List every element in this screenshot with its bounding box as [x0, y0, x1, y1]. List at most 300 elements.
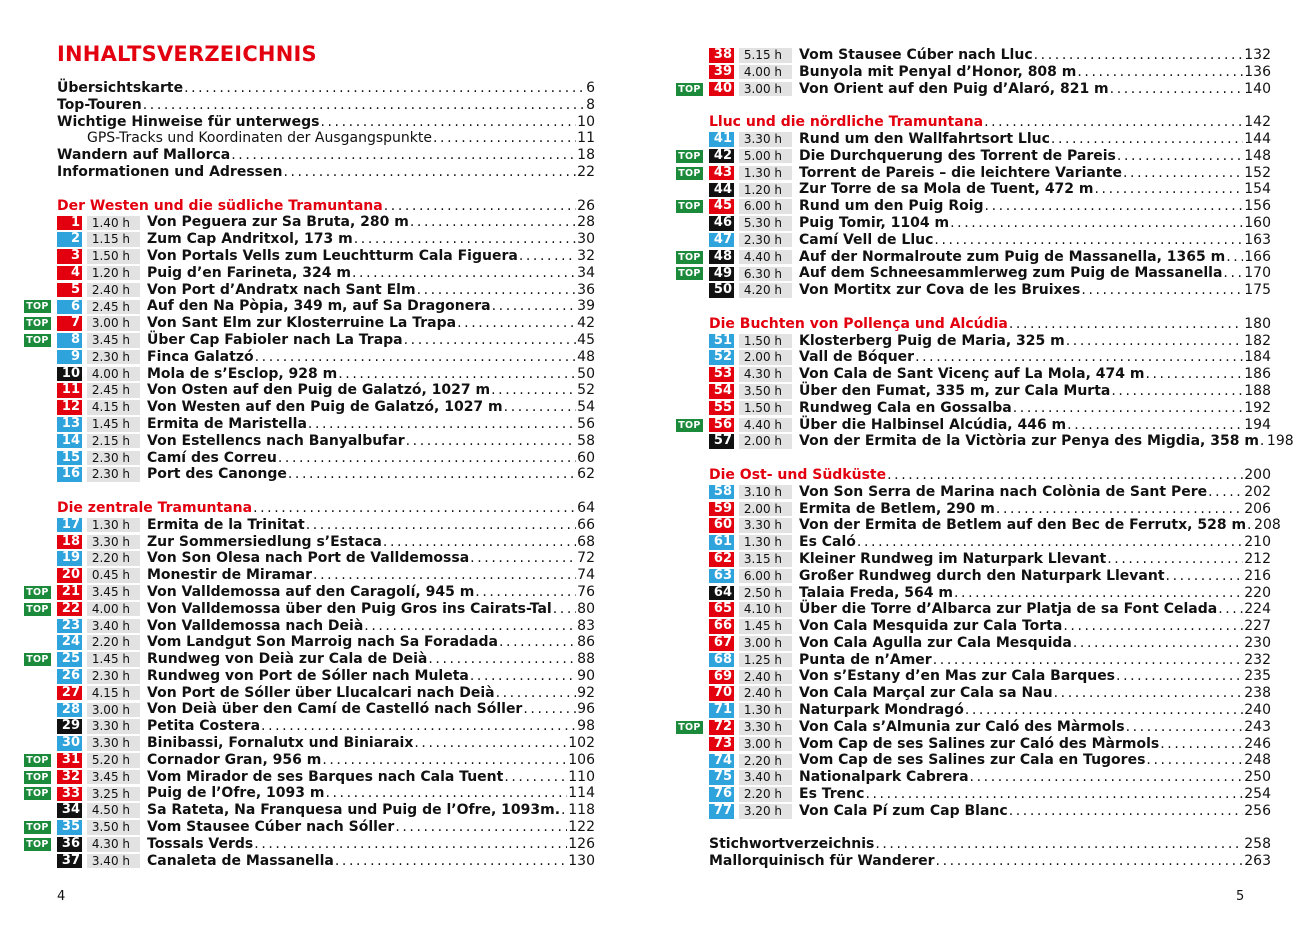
- leader-dots: [1260, 433, 1266, 450]
- tour-entry[interactable]: [709, 349, 1271, 366]
- leader-dots: [996, 501, 1243, 518]
- tour-page: 42: [577, 315, 595, 332]
- tour-entry[interactable]: [57, 701, 595, 718]
- top-badge: TOP: [24, 787, 51, 800]
- tour-number: 70: [709, 686, 734, 701]
- tour-entry[interactable]: [26, 583, 595, 601]
- tour-number: 13: [57, 417, 82, 432]
- tour-duration: 4.00 h: [739, 65, 792, 80]
- tour-page: 72: [577, 550, 595, 567]
- tour-entry[interactable]: [709, 668, 1271, 685]
- tour-title: Auf den Na Pòpia, 349 m, auf Sa Dragonera: [147, 298, 491, 315]
- tour-title: Zur Torre de sa Mola de Tuent, 472 m: [799, 181, 1094, 198]
- tour-number: 18: [57, 535, 82, 550]
- tour-number: 52: [709, 350, 734, 365]
- tour-title: Von Cala Marçal zur Cala sa Nau: [799, 685, 1053, 702]
- tour-title: Kleiner Rundweg im Naturpark Llevant: [799, 550, 1107, 567]
- section-heading[interactable]: [709, 316, 1271, 333]
- tour-number: 7: [57, 316, 82, 331]
- tour-title: Von Port d’Andratx nach Sant Elm: [147, 281, 416, 298]
- leader-dots: [970, 769, 1244, 786]
- tour-title: Von Orient auf den Puig d’Alaró, 821 m: [799, 80, 1109, 97]
- tour-number: 42: [709, 149, 734, 164]
- leader-dots: [288, 466, 576, 483]
- tour-entry[interactable]: [26, 768, 595, 786]
- tour-entry[interactable]: [57, 433, 595, 450]
- leader-dots: [1208, 484, 1243, 501]
- tour-entry[interactable]: [26, 331, 595, 349]
- tour-number: 58: [709, 485, 734, 500]
- tour-duration: 2.50 h: [739, 586, 792, 601]
- tour-entry[interactable]: [57, 550, 595, 567]
- entry-title: Top-Touren: [57, 96, 142, 113]
- tour-title: Rundweg von Deià zur Cala de Deià: [147, 651, 428, 668]
- tour-duration: 2.20 h: [87, 551, 140, 566]
- leader-dots: [1009, 803, 1244, 820]
- tour-duration: 4.40 h: [739, 250, 792, 265]
- leader-dots: [933, 652, 1244, 669]
- tour-duration: 1.30 h: [739, 535, 792, 550]
- spacer: [709, 450, 1271, 467]
- tour-entry[interactable]: [678, 248, 1271, 266]
- tour-entry[interactable]: [57, 282, 595, 299]
- tour-entry[interactable]: [709, 601, 1271, 618]
- tour-page: 154: [1244, 181, 1271, 198]
- tour-title: Vom Mirador de ses Barques nach Cala Tuent: [147, 768, 504, 785]
- tour-page: 52: [577, 382, 595, 399]
- leader-dots: [410, 214, 576, 231]
- leader-dots: [1009, 316, 1243, 333]
- tour-entry[interactable]: [678, 265, 1271, 282]
- tour-entry[interactable]: [709, 652, 1271, 669]
- tour-number: 66: [709, 619, 734, 634]
- tour-entry[interactable]: [26, 298, 595, 315]
- tour-title: Nationalpark Cabrera: [799, 769, 969, 786]
- tour-entry[interactable]: [57, 214, 595, 231]
- tour-title: Von Son Olesa nach Port de Valldemossa: [147, 550, 470, 567]
- tour-entry[interactable]: [709, 786, 1271, 803]
- tour-title: Von der Ermita de Betlem auf den Bec de Ferrutx, 528 m: [799, 517, 1247, 534]
- leader-dots: [1066, 333, 1244, 350]
- leader-dots: [143, 97, 585, 114]
- tour-title: Ermita de Maristella: [147, 415, 307, 432]
- tour-title: Puig de l’Ofre, 1093 m: [147, 785, 325, 802]
- tour-number: 23: [57, 619, 82, 634]
- tour-page: 144: [1244, 130, 1271, 147]
- tour-entry[interactable]: [709, 685, 1271, 702]
- tour-number: 17: [57, 518, 82, 533]
- entry-title: Stichwortverzeichnis: [709, 836, 875, 853]
- tour-page: 170: [1244, 265, 1271, 282]
- tour-entry[interactable]: [57, 735, 595, 752]
- tour-entry[interactable]: [57, 399, 595, 416]
- tour-title: Tossals Verds: [147, 835, 254, 852]
- tour-entry[interactable]: [57, 668, 595, 685]
- tour-page: 250: [1244, 769, 1271, 786]
- tour-page: 39: [577, 298, 595, 315]
- tour-title: Es Caló: [799, 534, 856, 551]
- leader-dots: [417, 282, 577, 299]
- tour-page: 248: [1244, 752, 1271, 769]
- toc-entry[interactable]: [709, 836, 1271, 853]
- tour-duration: 3.40 h: [87, 619, 140, 634]
- tour-entry[interactable]: [709, 534, 1271, 551]
- tour-number: 50: [709, 283, 734, 298]
- tour-title: Von Sant Elm zur Klosterruine La Trapa: [147, 315, 457, 332]
- tour-entry[interactable]: [678, 147, 1271, 165]
- tour-duration: 2.00 h: [739, 350, 792, 365]
- leader-dots: [954, 585, 1243, 602]
- leader-dots: [352, 265, 576, 282]
- tour-entry[interactable]: [26, 600, 595, 618]
- tour-entry[interactable]: [709, 282, 1271, 299]
- tour-entry[interactable]: [709, 568, 1271, 585]
- leader-dots: [965, 702, 1243, 719]
- tour-page: 48: [577, 348, 595, 365]
- tour-title: Zum Cap Andritxol, 173 m: [147, 231, 353, 248]
- tour-entry[interactable]: [709, 181, 1271, 198]
- top-badge: TOP: [24, 771, 51, 784]
- tour-duration: 1.30 h: [87, 518, 140, 533]
- tour-entry[interactable]: [678, 198, 1271, 215]
- entry-page: 22: [577, 163, 595, 180]
- tour-number: 11: [57, 383, 82, 398]
- tour-number: 56: [709, 418, 734, 433]
- leader-dots: [406, 433, 577, 450]
- tour-number: 28: [57, 703, 82, 718]
- tour-entry[interactable]: [57, 248, 595, 265]
- tour-number: 76: [709, 787, 734, 802]
- tour-entry[interactable]: [57, 517, 595, 534]
- toc-entry[interactable]: [57, 80, 595, 97]
- tour-page: 202: [1244, 483, 1271, 500]
- leader-dots: [1226, 249, 1243, 266]
- leader-dots: [254, 836, 567, 853]
- tour-duration: 2.30 h: [87, 467, 140, 482]
- tour-number: 41: [709, 132, 734, 147]
- tour-title: Vall de Bóquer: [799, 349, 915, 366]
- section-page: 180: [1244, 315, 1271, 332]
- tour-number: 44: [709, 183, 734, 198]
- tour-entry[interactable]: [57, 382, 595, 399]
- tour-duration: 3.45 h: [87, 585, 140, 600]
- tour-entry[interactable]: [26, 651, 595, 668]
- tour-entry[interactable]: [709, 366, 1271, 383]
- tour-page: 32: [577, 247, 595, 264]
- tour-entry[interactable]: [57, 534, 595, 551]
- tour-entry[interactable]: [57, 349, 595, 366]
- tour-number: 35: [57, 820, 82, 835]
- tour-entry[interactable]: [57, 853, 595, 870]
- leader-dots: [306, 517, 576, 534]
- section-heading[interactable]: [57, 500, 595, 517]
- tour-number: 63: [709, 569, 734, 584]
- tour-entry[interactable]: [709, 517, 1281, 534]
- tour-page: 66: [577, 516, 595, 533]
- tour-number: 59: [709, 502, 734, 517]
- tour-entry[interactable]: [709, 618, 1271, 635]
- tour-number: 48: [709, 250, 734, 265]
- leader-dots: [504, 769, 567, 786]
- section-heading[interactable]: [709, 114, 1271, 131]
- tour-title: Es Trenc: [799, 786, 865, 803]
- tour-title: Camí Vell de Lluc: [799, 231, 934, 248]
- tour-duration: 2.30 h: [87, 451, 140, 466]
- tour-entry[interactable]: [709, 383, 1271, 400]
- section-title: Die Ost- und Südküste: [709, 466, 887, 483]
- tour-entry[interactable]: [709, 551, 1271, 568]
- tour-title: Vom Stausee Cúber nach Sóller: [147, 819, 395, 836]
- tour-duration: 2.00 h: [739, 434, 792, 449]
- leader-dots: [1218, 601, 1243, 618]
- tour-page: 256: [1244, 802, 1271, 819]
- tour-title: Von Cala Pí zum Cap Blanc: [799, 802, 1008, 819]
- top-badge: TOP: [24, 754, 51, 767]
- left-toc-list: [26, 80, 595, 869]
- leader-dots: [470, 668, 576, 685]
- tour-page: 216: [1244, 567, 1271, 584]
- leader-dots: [1123, 165, 1243, 182]
- tour-duration: 5.30 h: [739, 216, 792, 231]
- tour-duration: 3.00 h: [739, 636, 792, 651]
- leader-dots: [470, 550, 576, 567]
- tour-entry[interactable]: [26, 751, 595, 769]
- entry-page: 263: [1244, 853, 1271, 870]
- tour-number: 40: [709, 82, 734, 97]
- leader-dots: [934, 232, 1243, 249]
- tour-entry[interactable]: [709, 131, 1271, 148]
- tour-number: 49: [709, 267, 734, 282]
- tour-entry[interactable]: [709, 702, 1271, 719]
- leader-dots: [475, 584, 576, 601]
- tour-page: 238: [1244, 685, 1271, 702]
- leader-dots: [354, 231, 576, 248]
- tour-duration: 3.00 h: [87, 316, 140, 331]
- tour-duration: 3.00 h: [87, 703, 140, 718]
- leader-dots: [325, 785, 567, 802]
- tour-duration: 4.30 h: [87, 837, 140, 852]
- tour-number: 12: [57, 400, 82, 415]
- tour-entry[interactable]: [678, 164, 1271, 182]
- tour-duration: 3.45 h: [87, 333, 140, 348]
- tour-entry[interactable]: [709, 484, 1271, 501]
- toc-entry[interactable]: [709, 853, 1271, 870]
- leader-dots: [457, 315, 576, 332]
- tour-duration: 5.20 h: [87, 753, 140, 768]
- tour-title: Von Valldemossa über den Puig Gros ins Cairats-Tal: [147, 600, 552, 617]
- tour-title: Ermita de Betlem, 290 m: [799, 500, 995, 517]
- section-page: 200: [1244, 466, 1271, 483]
- entry-title: Wichtige Hinweise für unterwegs: [57, 113, 320, 130]
- tour-page: 230: [1244, 634, 1271, 651]
- tour-title: Auf der Normalroute zum Puig de Massanella, 1365 m: [799, 248, 1226, 265]
- entry-title: Wandern auf Mallorca: [57, 147, 231, 164]
- tour-title: Von Port de Sóller über Llucalcari nach Deià: [147, 684, 495, 701]
- tour-duration: 1.45 h: [87, 417, 140, 432]
- tour-page: 76: [577, 583, 595, 600]
- tour-title: Binibassi, Fornalutx und Biniaraix: [147, 735, 414, 752]
- tour-entry[interactable]: [709, 215, 1271, 232]
- tour-entry[interactable]: [709, 769, 1271, 786]
- tour-entry[interactable]: [57, 718, 595, 735]
- tour-entry[interactable]: [709, 232, 1271, 249]
- tour-number: 9: [57, 350, 82, 365]
- tour-duration: 2.30 h: [739, 233, 792, 248]
- entry-title: Mallorquinisch für Wanderer: [709, 853, 935, 870]
- tour-title: Puig d’en Farineta, 324 m: [147, 264, 351, 281]
- tour-page: 163: [1244, 231, 1271, 248]
- tour-page: 182: [1244, 332, 1271, 349]
- tour-title: Von Valldemossa auf den Caragolí, 945 m: [147, 583, 475, 600]
- leader-dots: [384, 198, 576, 215]
- leader-dots: [553, 601, 576, 618]
- tour-entry[interactable]: [57, 634, 595, 651]
- tour-entry[interactable]: [57, 450, 595, 467]
- leader-dots: [496, 685, 577, 702]
- entry-page: 8: [586, 96, 595, 113]
- tour-number: 15: [57, 451, 82, 466]
- tour-duration: 4.50 h: [87, 803, 140, 818]
- tour-entry[interactable]: [57, 416, 595, 433]
- tour-number: 45: [709, 199, 734, 214]
- tour-title: Sa Rateta, Na Franquesa und Puig de l’Ofre, 1093m.: [147, 802, 561, 819]
- tour-title: Von s’Estany d’en Mas zur Cala Barques: [799, 668, 1116, 685]
- tour-entry[interactable]: [709, 585, 1271, 602]
- tour-entry[interactable]: [57, 685, 595, 702]
- tour-duration: 5.15 h: [739, 48, 792, 63]
- toc-entry[interactable]: [57, 130, 595, 147]
- tour-page: 68: [577, 533, 595, 550]
- leader-dots: [915, 349, 1243, 366]
- tour-entry[interactable]: [709, 736, 1271, 753]
- leader-dots: [184, 80, 585, 97]
- tour-entry[interactable]: [57, 802, 595, 819]
- tour-page: 246: [1244, 735, 1271, 752]
- tour-duration: 4.30 h: [739, 367, 792, 382]
- tour-number: 1: [57, 216, 82, 231]
- tour-title: Naturpark Mondragó: [799, 702, 964, 719]
- tour-duration: 2.45 h: [87, 300, 140, 315]
- tour-page: 45: [577, 331, 595, 348]
- tour-entry[interactable]: [709, 433, 1294, 450]
- tour-entry[interactable]: [26, 785, 595, 802]
- tour-title: Von Portals Vells zum Leuchtturm Cala Figuera: [147, 247, 518, 264]
- tour-number: 75: [709, 770, 734, 785]
- tour-page: 152: [1244, 164, 1271, 181]
- entry-page: 10: [577, 113, 595, 130]
- tour-duration: 1.20 h: [87, 266, 140, 281]
- tour-title: Vom Landgut Son Marroig nach Sa Foradada: [147, 634, 498, 651]
- tour-title: Canaleta de Massanella: [147, 852, 334, 869]
- tour-entry[interactable]: [57, 366, 595, 383]
- tour-entry[interactable]: [678, 416, 1271, 434]
- tour-entry[interactable]: [709, 635, 1271, 652]
- tour-number: 22: [57, 602, 82, 617]
- tour-page: 243: [1244, 718, 1271, 735]
- tour-number: 21: [57, 585, 82, 600]
- leader-dots: [1051, 131, 1243, 148]
- section-heading[interactable]: [57, 198, 595, 215]
- tour-title: Von der Ermita de la Victòria zur Penya des Migdia, 358 m: [799, 433, 1259, 450]
- tour-entry[interactable]: [709, 47, 1271, 64]
- tour-entry[interactable]: [678, 80, 1271, 98]
- tour-page: 130: [568, 852, 595, 869]
- top-badge: TOP: [24, 334, 51, 347]
- tour-duration: 3.25 h: [87, 787, 140, 802]
- leader-dots: [950, 215, 1243, 232]
- tour-entry[interactable]: [709, 752, 1271, 769]
- tour-number: 71: [709, 703, 734, 718]
- section-heading[interactable]: [709, 467, 1271, 484]
- leader-dots: [395, 819, 567, 836]
- tour-entry[interactable]: [57, 466, 595, 483]
- top-badge: TOP: [676, 200, 703, 213]
- tour-entry[interactable]: [26, 819, 595, 836]
- section-page: 142: [1244, 114, 1271, 131]
- tour-duration: 3.30 h: [739, 518, 792, 533]
- spacer: [57, 181, 595, 198]
- leader-dots: [887, 467, 1243, 484]
- tour-number: 77: [709, 804, 734, 819]
- toc-entry[interactable]: [57, 147, 595, 164]
- leader-dots: [1063, 618, 1243, 635]
- leader-dots: [428, 651, 576, 668]
- tour-duration: 3.30 h: [87, 535, 140, 550]
- tour-duration: 6.00 h: [739, 569, 792, 584]
- tour-page: 188: [1244, 382, 1271, 399]
- tour-entry[interactable]: [57, 265, 595, 282]
- tour-duration: 1.45 h: [739, 619, 792, 634]
- tour-entry[interactable]: [709, 64, 1271, 81]
- page-number-left: 4: [57, 889, 66, 904]
- tour-entry[interactable]: [57, 618, 595, 635]
- tour-entry[interactable]: [709, 803, 1271, 820]
- leader-dots: [1160, 736, 1243, 753]
- toc-entry[interactable]: [57, 114, 595, 131]
- spacer: [709, 299, 1271, 316]
- tour-duration: 3.00 h: [739, 82, 792, 97]
- tour-entry[interactable]: [26, 835, 595, 853]
- tour-title: Von Cala Mesquida zur Cala Torta: [799, 618, 1063, 635]
- leader-dots: [504, 399, 577, 416]
- entry-page: 18: [577, 147, 595, 164]
- leader-dots: [1126, 719, 1244, 736]
- tour-entry[interactable]: [26, 315, 595, 332]
- tour-entry[interactable]: [678, 718, 1271, 736]
- tour-page: 34: [577, 264, 595, 281]
- toc-entry[interactable]: [57, 97, 595, 114]
- tour-entry[interactable]: [709, 501, 1271, 518]
- entry-title: Informationen und Adressen: [57, 163, 283, 180]
- top-badge: TOP: [676, 267, 703, 280]
- top-badge: TOP: [24, 317, 51, 330]
- tour-page: 192: [1244, 399, 1271, 416]
- tour-entry[interactable]: [709, 400, 1271, 417]
- leader-dots: [414, 735, 567, 752]
- tour-entry[interactable]: [57, 231, 595, 248]
- tour-title: Über die Torre d’Albarca zur Platja de sa Font Celada: [799, 601, 1218, 618]
- tour-title: Rund um den Wallfahrtsort Lluc: [799, 130, 1050, 147]
- tour-duration: 3.10 h: [739, 485, 792, 500]
- top-badge: TOP: [676, 167, 703, 180]
- leader-dots: [561, 802, 567, 819]
- tour-number: 51: [709, 334, 734, 349]
- toc-entry[interactable]: [57, 164, 595, 181]
- tour-entry[interactable]: [57, 567, 595, 584]
- tour-entry[interactable]: [709, 333, 1271, 350]
- tour-title: Von Valldemossa nach Deià: [147, 617, 364, 634]
- tour-title: Klosterberg Puig de Maria, 325 m: [799, 332, 1065, 349]
